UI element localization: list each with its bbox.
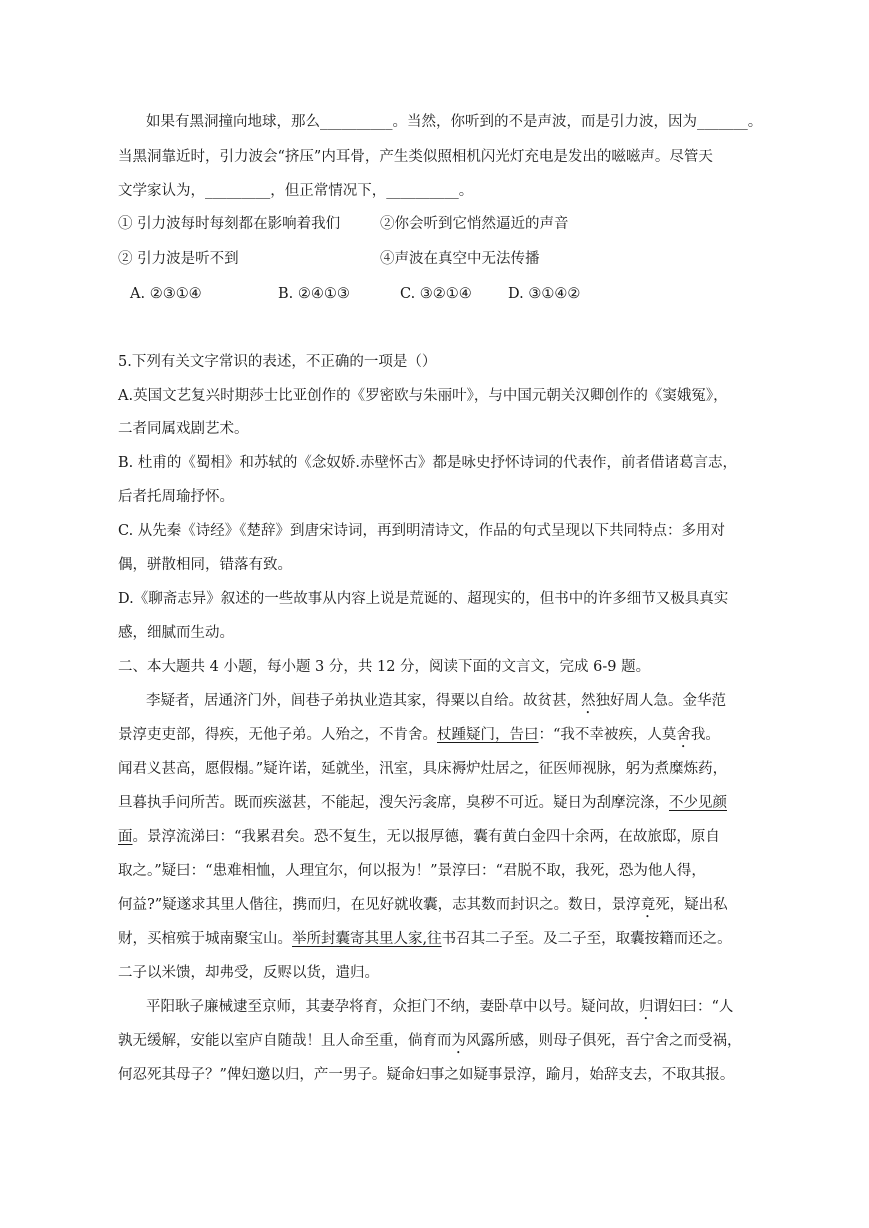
- choice-d: D. ③①④②: [508, 286, 581, 302]
- item-row-2: [118, 249, 540, 269]
- option-d-line-2: 感，细腻而生动。: [118, 625, 234, 641]
- text-span: 独好周人急。金华范: [595, 693, 726, 709]
- emphasized-char: 为: [451, 1033, 466, 1049]
- choice-c: C. ③②①④: [400, 286, 472, 302]
- underlined-phrase: 面: [118, 829, 133, 845]
- option-b-line-1: B. 杜甫的《蜀相》和苏轼的《念奴娇.赤壁怀古》都是咏史抒怀诗词的代表作，前者借诸葛言志，: [118, 455, 737, 471]
- text-span: ：“我不幸被疾，人莫: [538, 727, 677, 743]
- classical-text-line-3: 闻君义甚高，愿假榻。”疑许诺，延就坐，汛室，具床褥炉灶居之，征医师视脉，躬为煮糜炼药，: [118, 761, 728, 777]
- emphasized-char: 竟: [640, 897, 656, 913]
- section-2-heading: 二、本大题共 4 小题，每小题 3 分，共 12 分，阅读下面的文言文，完成 6-9 题。: [118, 659, 651, 675]
- text-span: 李疑者，居通济门外，闾巷子弟执业造其家，得粟以自给。故贫甚，: [146, 693, 581, 709]
- text-span: 财，买棺殡于城南聚宝山。: [118, 931, 292, 947]
- underlined-phrase: 杖踵疑门，告曰: [437, 727, 539, 743]
- passage-line-2: 当黑洞靠近时，引力波会“挤压”内耳骨，产生类似照相机闪光灯充电是发出的嗞嗞声。尽管天: [118, 149, 713, 165]
- passage-line-1: 如果有黑洞撞向地球，那么__________。当然，你听到的不是声波，而是引力波，因为_______。: [146, 114, 763, 130]
- option-b-line-2: 后者托周瑜抒怀。: [118, 489, 234, 505]
- option-a-line-1: A.英国文艺复兴时期莎士比亚创作的《罗密欧与朱丽叶》，与中国元朝关汉卿创作的《窦娥冤》，: [118, 388, 728, 404]
- classical-text-line-4: [118, 793, 727, 813]
- item-2: ②你会听到它悄然逼近的声音: [380, 216, 569, 232]
- text-span: 谓妇曰：“人: [653, 999, 734, 1015]
- text-span: 死，疑出私: [655, 897, 728, 913]
- text-span: 孰无缓解，安能以室庐自随哉！且人命至重，倘育而: [118, 1033, 452, 1049]
- text-span: 何益?”疑遂求其里人偕往，携而归，在见好就收囊，志其数而封识之。数日，景淳: [118, 897, 641, 913]
- underlined-phrase: 不少见颜: [669, 795, 727, 811]
- text-span: 。景淳流涕曰：“我累君矣。恐不复生，无以报厚德，囊有黄白金四十余两，在故旅邸，原自: [132, 829, 720, 845]
- option-d-line-1: D.《聊斋志异》叙述的一些故事从内容上说是荒诞的、超现实的，但书中的许多细节又极具真实: [118, 591, 729, 607]
- option-a-line-2: 二者同属戏剧艺术。: [118, 421, 249, 437]
- text-span: 风露所感，则母子俱死，吾宁舍之而受祸，: [466, 1033, 742, 1049]
- option-c-line-1: C. 从先秦《诗经》《楚辞》到唐宋诗词，再到明清诗文，作品的句式呈现以下共同特点：多用对: [118, 523, 726, 539]
- classical-text-line-12: 何忍死其母子？”俾妇邀以归，产一男子。疑命妇事之如疑事景淳，踰月，始辞支去，不取其报。: [118, 1067, 735, 1083]
- emphasized-char: 然: [581, 693, 596, 709]
- choice-a: A. ②③①④: [130, 286, 202, 302]
- classical-text-line-9: 二子以米馈，却弗受，反赆以货，遣归。: [118, 965, 379, 981]
- question-5-stem: 5.下列有关文字常识的表述，不正确的一项是（）: [118, 354, 437, 370]
- underlined-phrase: 举所封囊寄其里人家,往: [292, 931, 442, 947]
- emphasized-char: 归: [639, 999, 654, 1015]
- text-span: 书召其二子至。及二子至，取囊按籍而还之。: [441, 931, 732, 947]
- classical-text-line-6: 取之。”疑曰：“患难相恤，人理宜尔，何以报为！”景淳曰：“君脱不取，我死，恐为他人得，: [118, 863, 706, 879]
- emphasized-char: 舍: [676, 727, 691, 743]
- classical-text-line-5: [118, 827, 720, 847]
- classical-text-line-8: [118, 929, 732, 949]
- classical-text-line-2: [118, 725, 720, 751]
- item-4: ④声波在真空中无法传播: [380, 251, 540, 267]
- item-row-1: [118, 214, 569, 234]
- classical-text-line-11: [118, 1031, 742, 1057]
- classical-text-line-7: [118, 895, 728, 921]
- text-span: 旦暮执手问所苦。既而疾滋甚，不能起，溲矢污衾席，臭秽不可近。疑日为刮摩浣涤，: [118, 795, 669, 811]
- text-span: 我。: [690, 727, 720, 743]
- classical-text-line-10: [146, 997, 733, 1023]
- passage-line-3: 文学家认为，_________，但正常情况下，__________。: [118, 183, 474, 199]
- item-3: ② 引力波是听不到: [118, 251, 239, 267]
- option-c-line-2: 偶，骈散相同，错落有致。: [118, 557, 292, 573]
- classical-text-line-1: [146, 691, 726, 717]
- item-1: ① 引力波每时每刻都在影响着我们: [118, 216, 341, 232]
- text-span: 平阳耿子廉械逮至京师，其妻孕将育，众拒门不纳，妻卧草中以号。疑问故，: [146, 999, 639, 1015]
- text-span: 景淳吏吏部，得疾，无他子弟。人殆之，不肯舍。: [118, 727, 437, 743]
- choice-b: B. ②④①③: [278, 286, 350, 302]
